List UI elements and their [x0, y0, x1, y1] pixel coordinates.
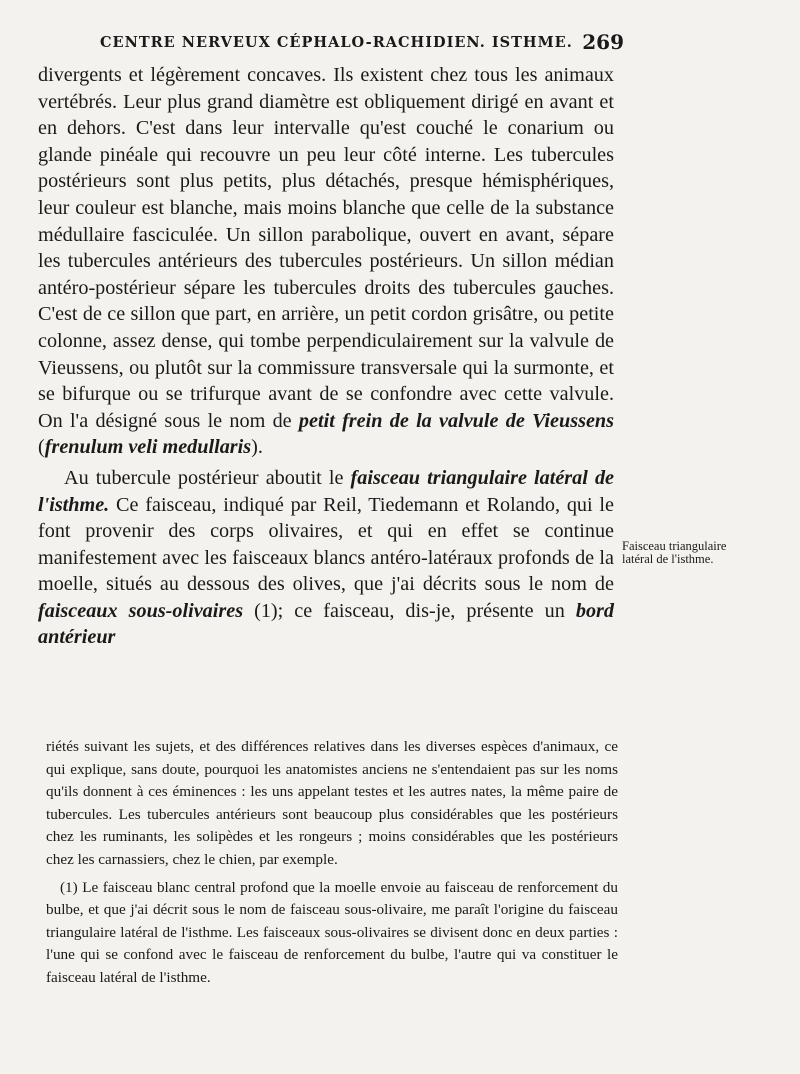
- paragraph-1: [38, 62, 614, 461]
- paragraph-1-text-2: (: [38, 436, 45, 459]
- page-number: 269: [582, 30, 624, 54]
- paragraph-2: [38, 465, 614, 651]
- paragraph-1-italic-1: petit frein de la valvule de Vieussens: [298, 409, 614, 432]
- footnote-1: (1) Le faisceau blanc central profond que la moelle envoie au faisceau de renforcement du bulbe, et que j'ai décrit sous le nom de faisceau sous-olivaire, me paraît l'origine du faisceau triangulaire latéral de l'isthme. Les faisceaux sous-olivaires se divisent donc en deux parties : l'une qui se confond avec le faisceau de renforcement du bulbe, l'autre qui va constituer le faisceau latéral de l'isthme.: [46, 878, 618, 986]
- paragraph-2-text-3: (1); ce faisceau, dis-je, présente un: [243, 599, 576, 622]
- footnote-continuation: riétés suivant les sujets, et des différences relatives dans les diverses espèces d'animaux, ce qui explique, sans doute, pourquoi les anatomistes anciens ne s'entendaient pas sur les noms qu'ils donnent à ces éminences : les uns appelant testes et les autres nates, la même paire de tubercules. Les tubercules antérieurs sont beaucoup plus considérables que les postérieurs chez les ruminants, les solipèdes et les rongeurs ; moins considérables que les postérieurs chez les carnassiers, chez le chien, par exemple.: [46, 738, 618, 868]
- paragraph-2-italic-2: faisceaux sous-olivaires: [38, 599, 244, 622]
- paragraph-2-italic-3: bord antérieur: [38, 599, 614, 649]
- margin-note: Faisceau triangulaire latéral de l'isthme.: [622, 539, 727, 566]
- running-head: CENTRE NERVEUX CÉPHALO-RACHIDIEN. ISTHME.: [100, 34, 573, 51]
- paragraph-2-text: Au tubercule postérieur aboutit le: [64, 466, 351, 489]
- paragraph-1-text-3: ).: [251, 436, 263, 459]
- paragraph-1-text: divergents et légèrement concaves. Ils existent chez tous les animaux vertébrés. Leur plus grand diamètre est obliquement dirigé en avant et en dehors. C'est dans leur intervalle qu'est couché le conarium ou glande pinéale qui recouvre un peu leur côté interne. Les tubercules postérieurs sont plus petits, plus détachés, presque hémisphériques, leur couleur est blanche, mais moins blanche que celle de la substance médullaire fasciculée. Un sillon parabolique, ouvert en avant, sépare les tubercules antérieurs des tubercules postérieurs. Un sillon médian antéro-postérieur sépare les tubercules droits des tubercules gauches. C'est de ce sillon que part, en arrière, un petit cordon grisâtre, ou petite colonne, assez dense, qui tombe perpendiculairement sur la valvule de Vieussens, ou plutôt sur la commissure transversale qui la surmonte, et se bifurque ou se trifurque avant de se confondre avec cette valvule. On l'a désigné sous le nom de: [38, 64, 614, 432]
- paragraph-1-italic-2: frenulum veli medullaris: [44, 436, 252, 459]
- footnotes: [46, 736, 618, 990]
- paragraph-2-italic-1: faisceau triangulaire latéral de l'isthme.: [38, 466, 614, 516]
- paragraph-2-text-2: Ce faisceau, indiqué par Reil, Tiedemann et Rolando, qui le font provenir des corps olivaires, et qui en effet se continue manifestement avec les faisceaux blancs antéro-latéraux profonds de la moelle, situés au dessous des olives, que j'ai décrits sous le nom de: [38, 493, 614, 596]
- main-text: [38, 62, 614, 651]
